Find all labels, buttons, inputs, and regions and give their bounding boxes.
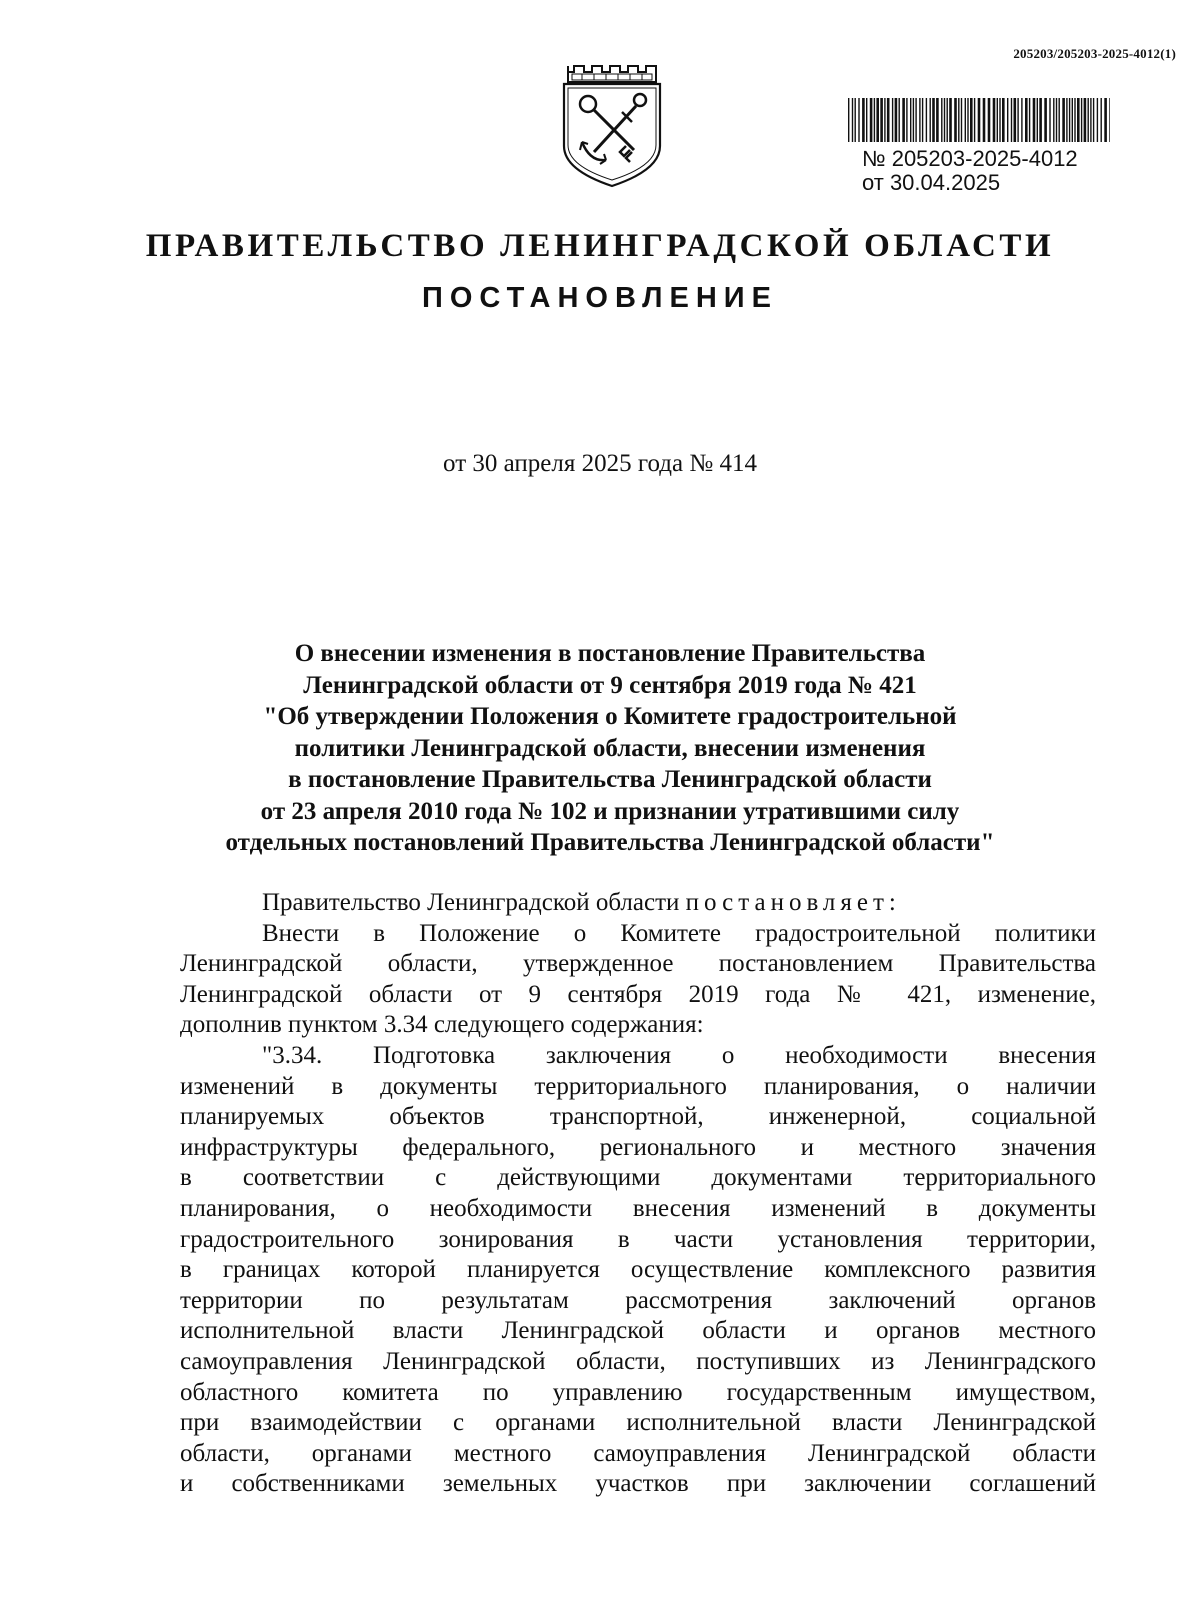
decree-body <box>180 888 1096 1500</box>
barcode-bar <box>1014 98 1017 142</box>
barcode-bar <box>902 98 905 142</box>
barcode-bar <box>1088 98 1089 142</box>
preamble-line <box>180 888 1096 919</box>
barcode-bar <box>866 98 867 142</box>
body-line: "3.34. Подготовка заключения о необходимости внесения <box>262 1041 1096 1069</box>
barcode-bar <box>961 98 962 142</box>
barcode-bar <box>970 98 973 142</box>
barcode-bar <box>997 98 998 142</box>
subject-line: отдельных постановлений Правительства Ленинградской области" <box>225 829 995 856</box>
barcode-bar <box>978 98 981 142</box>
barcode-bar <box>1037 98 1038 142</box>
barcode-bar <box>944 98 945 142</box>
barcode-bar <box>930 98 931 142</box>
barcode-bar <box>855 98 856 142</box>
barcode-bar <box>1072 98 1073 142</box>
barcode-bar <box>906 98 907 142</box>
body-line: при взаимодействии с органами исполнительной власти Ленинградской <box>180 1409 1096 1437</box>
barcode-bar <box>919 98 920 142</box>
body-line: Внести в Положение о Комитете градостроительной политики <box>262 919 1096 947</box>
body-line: территории по результатам рассмотрения заключений органов <box>180 1286 1096 1314</box>
barcode-bar <box>1109 98 1110 142</box>
registration-date: от 30.04.2025 <box>862 170 1001 195</box>
barcode-bar <box>899 98 900 142</box>
barcode-bar <box>1084 98 1087 142</box>
barcode-bar <box>1074 98 1075 142</box>
body-line: области, органами местного самоуправления Ленинградской области <box>180 1439 1096 1467</box>
barcode-bar <box>1066 98 1067 142</box>
barcode-bar <box>1044 98 1047 142</box>
body-line: планирования, о необходимости внесения изменений в документы <box>180 1194 1096 1222</box>
subject-line: политики Ленинградской области, внесении изменения <box>294 734 926 762</box>
barcode-bar <box>1056 98 1057 142</box>
subject-line: О внесении изменения в постановление Правительства <box>294 640 926 667</box>
barcode-bar <box>1011 98 1012 142</box>
barcode-bar <box>1090 98 1091 142</box>
barcode-bar <box>913 98 914 142</box>
decree-type-title: ПОСТАНОВЛЕНИЕ <box>422 282 778 314</box>
body-line: дополнив пунктом 3.34 следующего содержания: <box>180 1011 704 1039</box>
barcode-bar <box>1039 98 1042 142</box>
body-line: областного комитета по управлению государственным имуществом, <box>180 1378 1096 1406</box>
barcode-bar <box>892 98 893 142</box>
barcode-bar <box>1007 98 1008 142</box>
barcode-bar <box>1021 98 1022 142</box>
barcode-bar <box>1053 98 1054 142</box>
government-title: ПРАВИТЕЛЬСТВО ЛЕНИНГРАДСКОЙ ОБЛАСТИ <box>145 228 1055 264</box>
preamble-spaced-word: постановляет: <box>685 889 901 916</box>
barcode-bar <box>926 98 927 142</box>
barcode-bar <box>1062 98 1065 142</box>
barcode-bar <box>932 98 935 142</box>
barcode-bar <box>1025 98 1028 142</box>
barcode-bar <box>858 98 859 142</box>
barcode-bar <box>949 98 952 142</box>
barcode-bar <box>922 98 923 142</box>
registration-number: № 205203-2025-4012 <box>862 146 1078 171</box>
barcode-bar <box>974 98 975 142</box>
barcode-bar <box>1017 98 1018 142</box>
barcode-bar <box>870 98 873 142</box>
barcode-bar <box>1069 98 1070 142</box>
barcode-bar <box>965 98 966 142</box>
barcode-bar <box>848 98 849 142</box>
barcode-bar <box>999 98 1000 142</box>
body-line: в соответствии с действующими документами территориального <box>180 1164 1096 1192</box>
barcode-bar <box>941 98 942 142</box>
body-line: исполнительной власти Ленинградской области и органов местного <box>180 1317 1096 1345</box>
barcode-bar <box>983 98 986 142</box>
body-line: Ленинградской области, утвержденное постановлением Правительства <box>180 950 1096 978</box>
barcode-bar <box>936 98 939 142</box>
barcode-bar <box>880 98 883 142</box>
barcode-bar <box>910 98 911 142</box>
body-line: планируемых объектов транспортной, инженерной, социальной <box>180 1103 1096 1131</box>
barcode-icon <box>848 98 1110 142</box>
body-line: самоуправления Ленинградской области, поступивших из Ленинградского <box>180 1347 1096 1375</box>
barcode-bar <box>852 98 853 142</box>
barcode-bar <box>862 98 865 142</box>
body-line: инфраструктуры федерального, регионального и местного значения <box>180 1133 1096 1161</box>
barcode-bar <box>993 98 996 142</box>
subject-line: "Об утверждении Положения о Комитете градостроительной <box>263 703 957 730</box>
barcode-bar <box>1104 98 1107 142</box>
barcode-bar <box>958 98 959 142</box>
subject-line: от 23 апреля 2010 года № 102 и признании утратившими силу <box>260 797 960 825</box>
body-line: изменений в документы территориального планирования, о наличии <box>180 1072 1096 1100</box>
barcode-bar <box>1077 98 1080 142</box>
barcode-bar <box>988 98 991 142</box>
barcode-bar <box>1097 98 1098 142</box>
barcode-bar <box>874 98 875 142</box>
document-code: 205203/205203-2025-4012(1) <box>1013 46 1176 61</box>
barcode-bar <box>954 98 957 142</box>
barcode-bar <box>1059 98 1060 142</box>
barcode-bar <box>876 98 879 142</box>
barcode-bar <box>1029 98 1030 142</box>
barcode-bar <box>1033 98 1036 142</box>
decree-date-number: от 30 апреля 2025 года № 414 <box>443 450 757 477</box>
barcode-bar <box>967 98 968 142</box>
body-line: и собственниками земельных участков при заключении соглашений <box>180 1470 1096 1498</box>
barcode-bar <box>1049 98 1050 142</box>
decree-subject <box>150 638 1070 859</box>
barcode-bar <box>887 98 890 142</box>
body-line: Ленинградской области от 9 сентября 2019 года № 421, изменение, <box>180 980 1096 1008</box>
subject-line: Ленинградской области от 9 сентября 2019 года № 421 <box>303 671 917 699</box>
body-line: градостроительного зонирования в части установления территории, <box>180 1225 1096 1253</box>
barcode-bar <box>1002 98 1005 142</box>
preamble-text: Правительство Ленинградской области <box>262 889 680 916</box>
barcode-bar <box>895 98 898 142</box>
body-line: в границах которой планируется осуществление комплексного развития <box>180 1256 1096 1284</box>
barcode-bar <box>884 98 885 142</box>
barcode-bar <box>1101 98 1102 142</box>
barcode-bar <box>1081 98 1082 142</box>
subject-line: в постановление Правительства Ленинградской области <box>288 766 932 793</box>
barcode-bar <box>915 98 916 142</box>
barcode-bar <box>1093 98 1094 142</box>
barcode-bar <box>947 98 948 142</box>
coat-of-arms-icon <box>560 60 664 190</box>
